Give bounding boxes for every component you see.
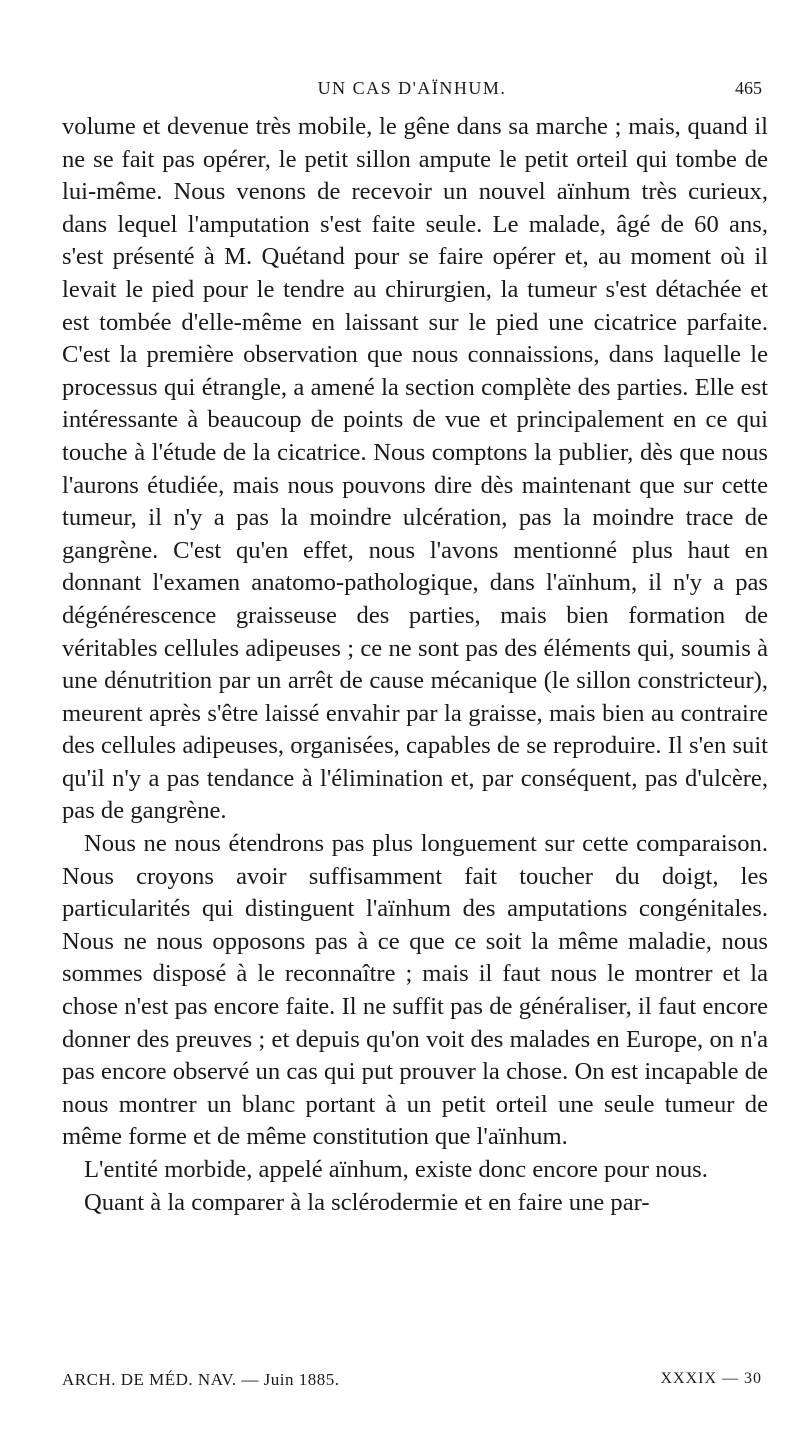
signature-mark: XXXIX — 30: [660, 1370, 762, 1387]
paragraph: Nous ne nous étendrons pas plus longuement sur cette comparaison. Nous croyons avoir suffisamment fait toucher du doigt, les particularités qui distinguent l'aïnhum des amputations congénitales. Nous ne nous opposons pas à ce que ce soit la même maladie, nous sommes disposé à le reconnaître ; mais il faut nous le montrer et la chose n'est pas encore faite. Il ne suffit pas de généraliser, il faut encore donner des preuves ; et depuis qu'on voit des malades en Europe, on n'a pas encore observé un cas qui put prouver la chose. On est incapable de nous montrer un blanc portant à un petit orteil une seule tumeur de même forme et de même constitution que l'aïnhum.: [62, 830, 768, 1151]
page-footer: [62, 1370, 762, 1396]
running-title: UN CAS D'AÏNHUM.: [317, 78, 507, 98]
running-header: [62, 78, 762, 104]
paragraph: L'entité morbide, appelé aïnhum, existe donc encore pour nous.: [84, 1156, 708, 1183]
page-number: 465: [735, 78, 762, 98]
paragraph-continuation: volume et devenue très mobile, le gêne dans sa marche ; mais, quand il ne se fait pas opérer, le petit sillon ampute le petit orteil qui tombe de lui-même. Nous venons de recevoir un nouvel aïnhum très curieux, dans lequel l'amputation s'est faite seule. Le malade, âgé de 60 ans, s'est présenté à M. Quétand pour se faire opérer et, au moment où il levait le pied pour le tendre au chirurgien, la tumeur s'est détachée et est tombée d'elle-même en laissant sur le pied une cicatrice parfaite. C'est la première observation que nous connaissions, dans laquelle le processus qui étrangle, a amené la section complète des parties. Elle est intéressante à beaucoup de points de vue et principalement en ce qui touche à l'étude de la cicatrice. Nous comptons la publier, dès que nous l'aurons étudiée, mais nous pouvons dire dès maintenant que sur cette tumeur, il n'y a pas la moindre ulcération, pas la moindre trace de gangrène. C'est qu'en effet, nous l'avons mentionné plus haut en donnant l'examen anatomo-pathologique, dans l'aïnhum, il n'y a pas dégénérescence graisseuse des parties, mais bien formation de véritables cellules adipeuses ; ce ne sont pas des éléments qui, soumis à une dénutrition par un arrêt de cause mécanique (le sillon constricteur), meurent après s'être laissé envahir par la graisse, mais bien au contraire des cellules adipeuses, organisées, capables de se reproduire. Il s'en suit qu'il n'y a pas tendance à l'élimination et, par conséquent, pas d'ulcère, pas de gangrène.: [62, 113, 768, 825]
paragraph: Quant à la comparer à la sclérodermie et en faire une par-: [84, 1188, 650, 1216]
body-text: [62, 111, 768, 1219]
journal-reference: ARCH. DE MÉD. NAV. — Juin 1885.: [62, 1370, 340, 1389]
